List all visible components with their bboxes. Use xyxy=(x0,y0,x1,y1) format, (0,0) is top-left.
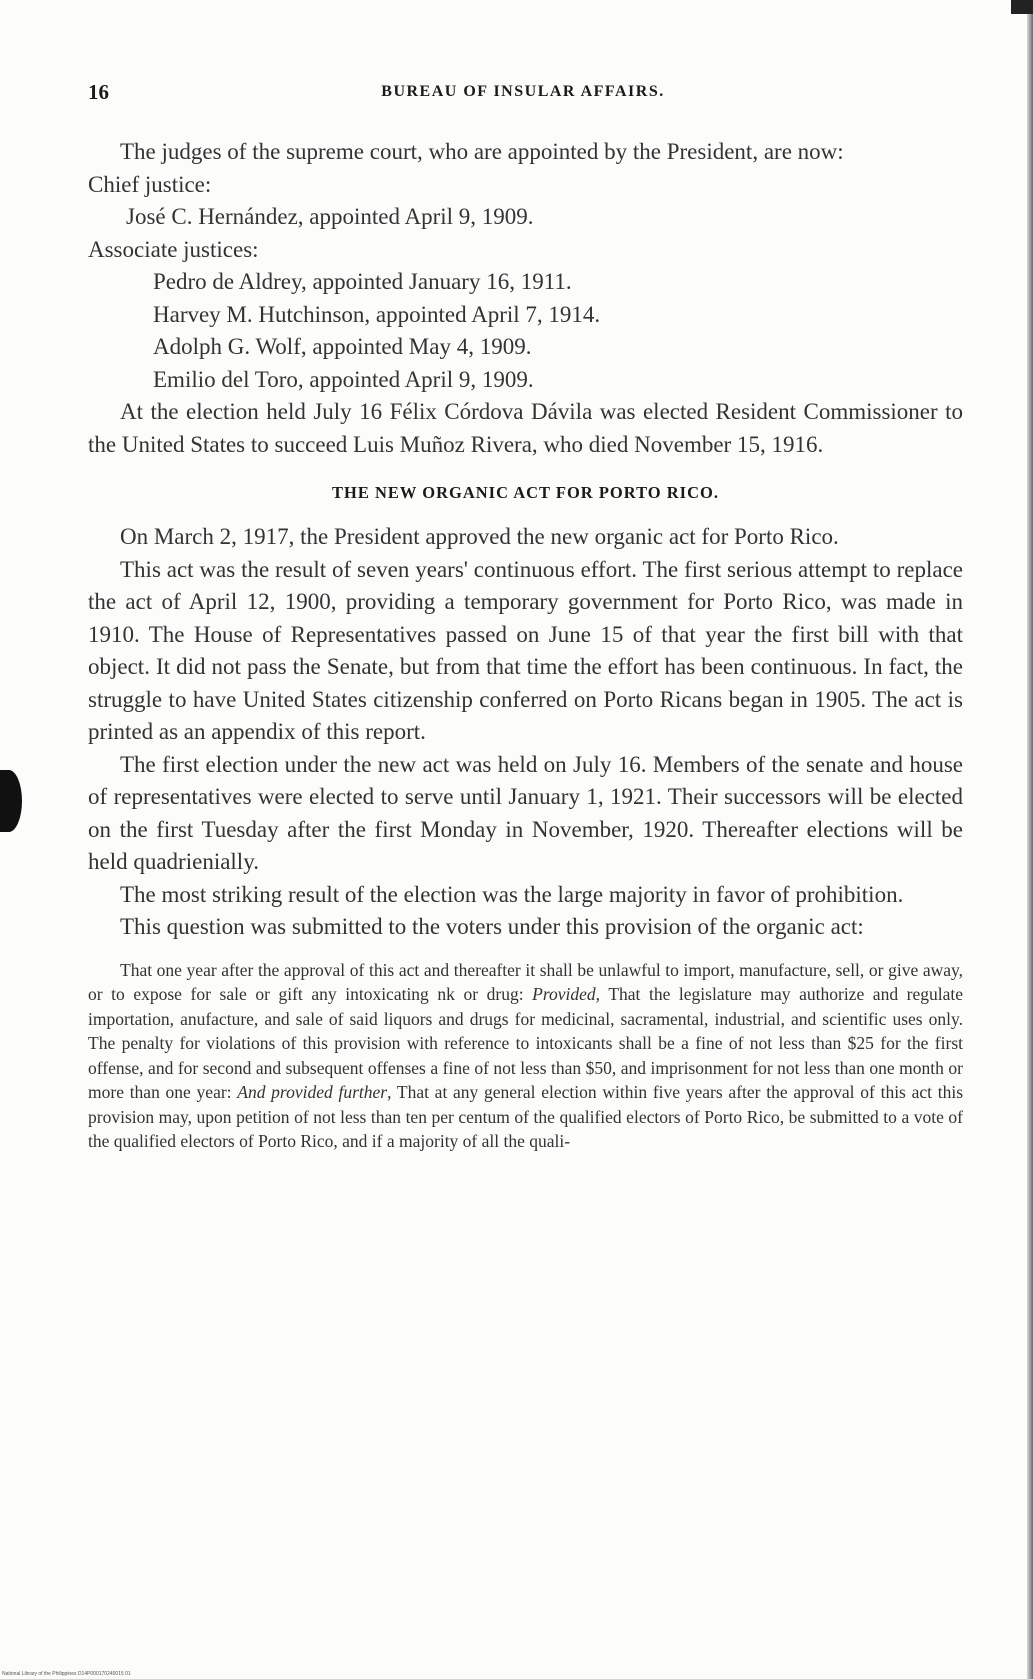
scan-footer: National Library of the Philippines D14P000170240015 01 xyxy=(2,1671,131,1677)
election-paragraph: At the election held July 16 Félix Córdova Dávila was elected Resident Commissioner to the United States to succeed Luis Muñoz Rivera, who died November 15, 1916. xyxy=(88,399,963,457)
quote-text: , That the legislature may authorize and regulate importation, anufacture, and sale of said liquors and drugs for medicinal, sacramental, industrial, and scientific uses only. The penalty for violations of this provision with reference to intoxicants shall be a fine of not less than $25 for the first offense, and for second and subsequent offenses a fine of not less than $50, and imprisonment for not less than one month or more than one year: xyxy=(88,984,964,1102)
section-heading: THE NEW ORGANIC ACT FOR PORTO RICO. xyxy=(332,483,719,502)
judges-intro-paragraph: The judges of the supreme court, who are appointed by the President, are now: xyxy=(120,139,844,164)
chief-justice-label: Chief justice: xyxy=(88,171,212,197)
section-paragraph: The first election under the new act was held on July 16. Members of the senate and house of representatives were elected to serve until January 1, 1921. Their successors will be elected on the first Tuesday after the first Monday in November, 1920. Thereafter elections will be held quadrienially. xyxy=(88,751,963,874)
associate-justice-entry: Adolph G. Wolf, appointed May 4, 1909. xyxy=(153,334,532,359)
section-paragraph: On March 2, 1917, the President approved the new organic act for Porto Rico. xyxy=(120,524,839,549)
page-corner-mark xyxy=(1011,0,1033,14)
page-header xyxy=(88,80,958,110)
page-body xyxy=(88,136,963,1154)
chief-justice-entry: José C. Hernández, appointed April 9, 1909. xyxy=(126,204,534,229)
quote-italic: Provided xyxy=(532,984,596,1004)
scan-blot xyxy=(0,770,22,832)
associate-justice-entry: Harvey M. Hutchinson, appointed April 7, 1914. xyxy=(153,301,601,327)
organic-act-quote xyxy=(88,958,963,1154)
section-paragraph: This question was submitted to the voters under this provision of the organic act: xyxy=(120,914,864,939)
quote-text: That one year after the approval of this act and thereafter it shall be unlawful to import, manufacture, sell, or give away, or to expose for sale or gift any intoxicating nk or drug: xyxy=(88,959,963,1004)
running-head: BUREAU OF INSULAR AFFAIRS. xyxy=(381,83,665,100)
associate-justices-label: Associate justices: xyxy=(88,236,259,262)
associate-justice-entry: Pedro de Aldrey, appointed January 16, 1911. xyxy=(153,269,572,294)
page-number: 16 xyxy=(88,80,109,104)
quote-text: , That at any general election within five years after the approval of this act this provision may, upon petition of not less than ten per centum of the qualified electors of Porto Rico, be submitted to a vote of the qualified electors of Porto Rico, and if a majority of all the quali- xyxy=(88,1082,964,1151)
section-paragraph: The most striking result of the election was the large majority in favor of prohibition. xyxy=(120,881,904,907)
section-paragraph: This act was the result of seven years' continuous effort. The first serious attempt to replace the act of April 12, 1900, providing a temporary government for Porto Rico, was made in 1910. The House of Representatives passed on June 15 of that year the first bill with that object. It did not pass the Senate, but from that time the effort has been continuous. In fact, the struggle to have United States citizenship conferred on Porto Ricans began in 1905. The act is printed as an appendix of this report. xyxy=(88,556,963,744)
quote-italic: And provided further xyxy=(237,1082,388,1102)
associate-justice-entry: Emilio del Toro, appointed April 9, 1909. xyxy=(153,366,534,392)
page-edge-shadow xyxy=(1027,0,1033,1679)
